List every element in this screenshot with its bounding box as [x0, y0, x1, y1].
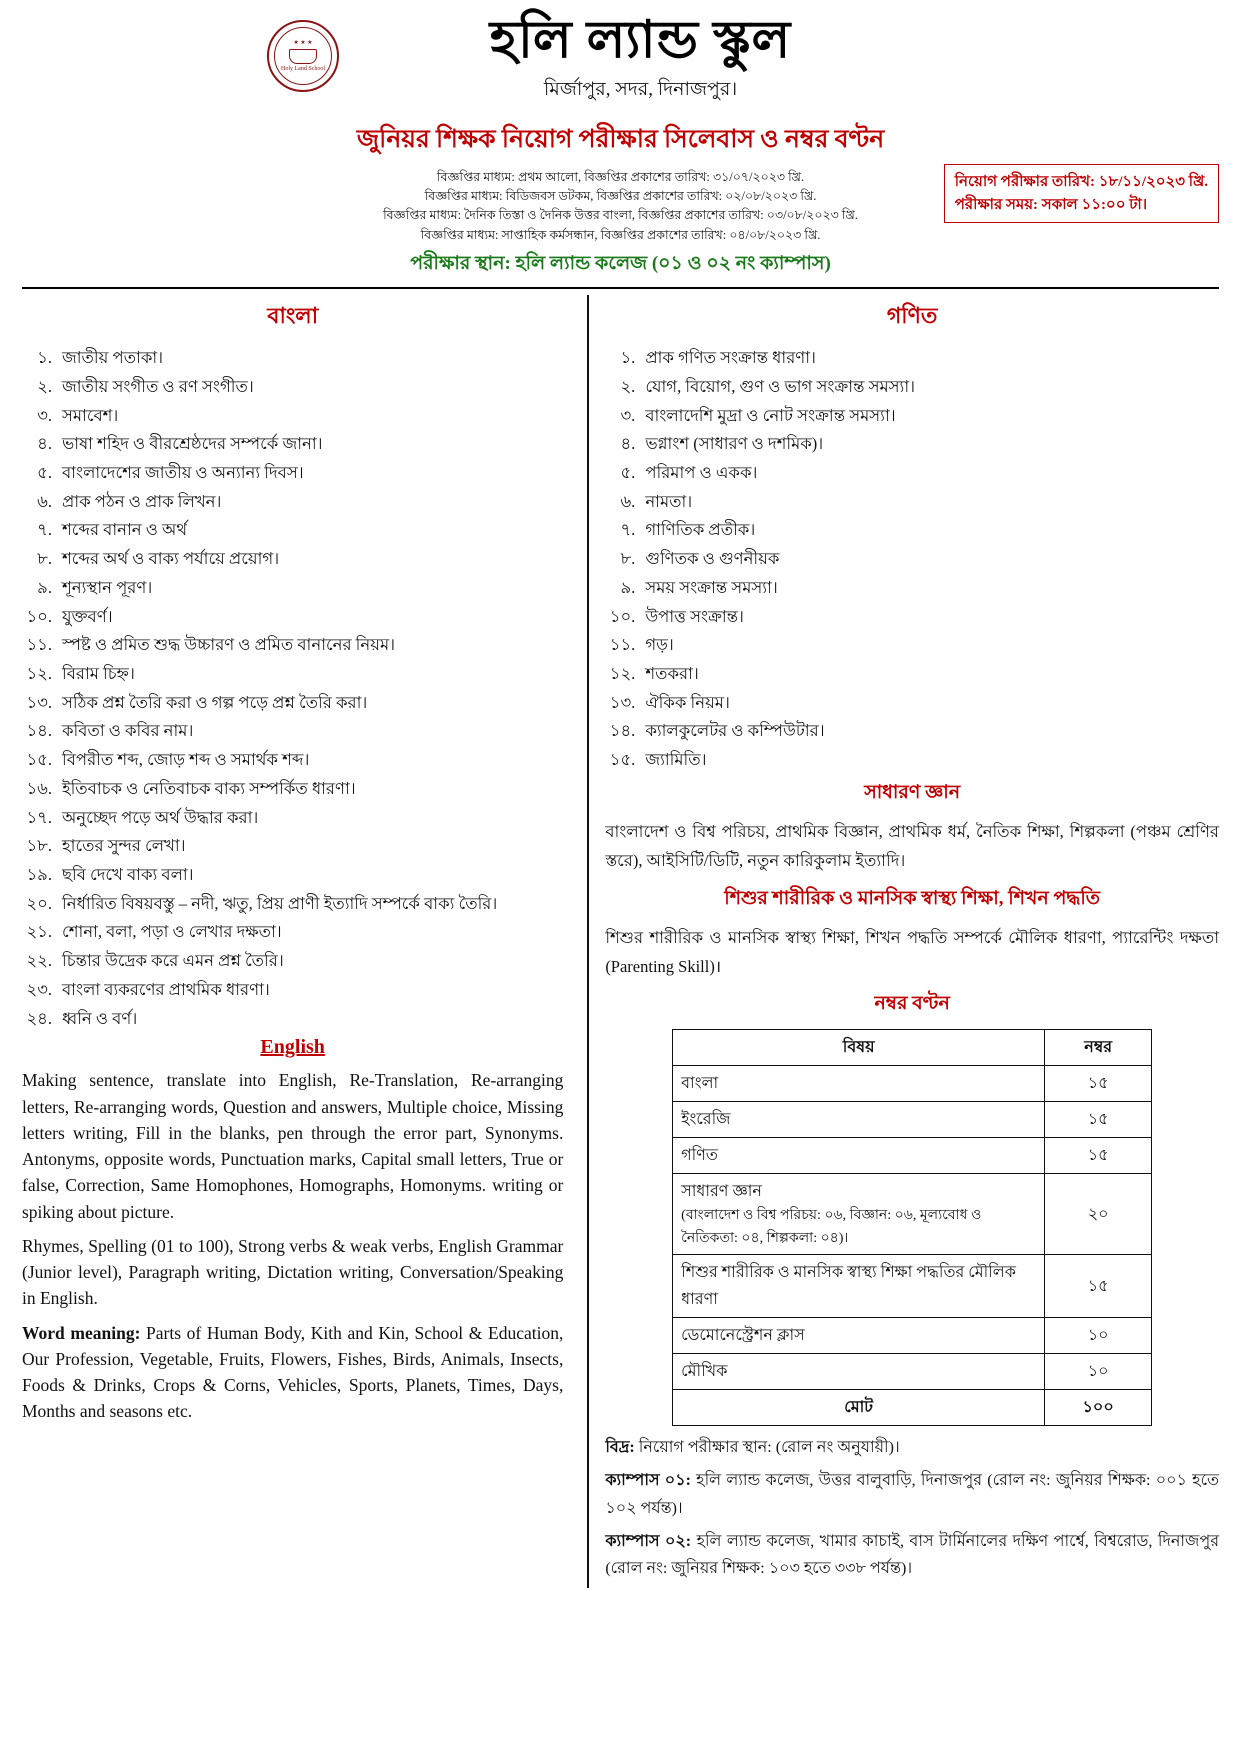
item-text: ভগ্নাংশ (সাধারণ ও দশমিক)। [645, 434, 824, 454]
col-subject: বিষয় [673, 1030, 1045, 1066]
item-text: বাংলা ব্যকরণের প্রাথমিক ধারণা। [62, 979, 270, 999]
school-logo-icon [267, 20, 339, 92]
item-text: ছবি দেখে বাক্য বলা। [62, 865, 194, 885]
item-text: ইতিবাচক ও নেতিবাচক বাক্য সম্পর্কিত ধারণা। [62, 778, 356, 798]
list-item [22, 890, 563, 918]
notice-line: বিজ্ঞপ্তির মাধ্যম: দৈনিক তিস্তা ও দৈনিক উত্তর বাংলা, বিজ্ঞপ্তির প্রকাশের তারিখ: ০৩/০৮/২০২৩ খ্রি. [383, 208, 858, 223]
cell-marks: ১০ [1045, 1354, 1152, 1390]
list-item [605, 574, 1219, 602]
item-text: যুক্তবর্ণ। [62, 606, 113, 626]
item-number: ১৫. [609, 750, 636, 770]
item-text: গড়। [645, 635, 674, 655]
list-item [605, 717, 1219, 745]
cell-subject-title: সাধারণ জ্ঞান [681, 1183, 762, 1201]
item-text: বাংলাদেশি মুদ্রা ও নোট সংক্রান্ত সমস্যা। [645, 405, 896, 425]
list-item [22, 804, 563, 832]
item-number: ৩. [620, 405, 636, 425]
item-number: ৯. [37, 577, 52, 597]
item-text: গুণিতক ও গুণনীয়ক [645, 549, 780, 569]
item-number: ৯. [620, 577, 636, 597]
item-text: শূন্যস্থান পূরণ। [62, 577, 153, 597]
item-number: ৬. [620, 491, 636, 511]
marks-distribution-table [672, 1029, 1152, 1426]
section-heading-bangla: বাংলা [267, 303, 319, 329]
list-item [605, 746, 1219, 774]
section-heading-general-knowledge: সাধারণ জ্ঞান [864, 781, 961, 803]
cell-subject: মৌখিক [673, 1354, 1045, 1390]
item-number: ১২. [26, 664, 52, 683]
list-item [605, 430, 1219, 458]
item-text: জাতীয় সংগীত ও রণ সংগীত। [62, 376, 254, 396]
item-text: শব্দের অর্থ ও বাক্য পর্যায়ে প্রয়োগ। [62, 549, 280, 569]
notice-line: বিজ্ঞপ্তির মাধ্যম: বিডিজবস ডটকম, বিজ্ঞপ্তির প্রকাশের তারিখ: ০২/০৮/২০২৩ খ্রি. [424, 188, 817, 203]
notice-line: বিজ্ঞপ্তির মাধ্যম: সাপ্তাহিক কর্মসন্ধান, বিজ্ঞপ্তির প্রকাশের তারিখ: ০৪/০৮/২০২৩ খ্রি. [420, 227, 821, 242]
item-number: ১৪. [609, 721, 636, 741]
item-number: ১৩. [609, 692, 636, 712]
item-text: বিপরীত শব্দ, জোড় শব্দ ও সমার্থক শব্দ। [62, 750, 310, 770]
item-text: স্পষ্ট ও প্রমিত শুদ্ধ উচ্চারণ ও প্রমিত বানানের নিয়ম। [62, 635, 396, 655]
section-heading-marks: নম্বর বণ্টন [874, 993, 950, 1015]
item-text: প্রাক পঠন ও প্রাক লিখন। [62, 491, 222, 511]
item-text: ভাষা শহিদ ও বীরশ্রেষ্ঠদের সম্পর্কে জানা। [62, 434, 323, 454]
section-heading-english: English [260, 1036, 325, 1059]
list-item [605, 402, 1219, 430]
exam-venue: পরীক্ষার স্থান: হলি ল্যান্ড কলেজ (০১ ও ০২ নং ক্যাম্পাস) [410, 253, 831, 275]
item-number: ১০. [609, 606, 636, 626]
list-item [605, 488, 1219, 516]
general-knowledge-text: বাংলাদেশ ও বিশ্ব পরিচয়, প্রাথমিক বিজ্ঞান, প্রাথমিক ধর্ম, নৈতিক শিক্ষা, শিল্পকলা (পঞ্চম শ্রেণির স্তরে), আইসিটি/ডিটি, নতুন কারিকুলাম ইত্যাদি। [605, 821, 1220, 870]
bangla-syllabus-list [22, 344, 563, 1032]
list-item [605, 373, 1219, 401]
item-number: ২০. [26, 893, 52, 913]
item-text: জাতীয় পতাকা। [62, 348, 164, 368]
item-text: ঐকিক নিয়ম। [645, 692, 730, 712]
list-item [605, 516, 1219, 544]
list-item [22, 861, 563, 889]
item-number: ২২. [26, 951, 52, 971]
notice-line: বিজ্ঞপ্তির মাধ্যম: প্রথম আলো, বিজ্ঞপ্তির প্রকাশের তারিখ: ৩১/০৭/২০২৩ খ্রি. [436, 169, 805, 184]
cell-subject [673, 1174, 1045, 1255]
item-text: গাণিতিক প্রতীক। [645, 520, 756, 540]
school-name: হলি ল্যান্ড স্কুল [489, 12, 792, 69]
list-item [22, 516, 563, 544]
cell-marks: ১৫ [1045, 1255, 1152, 1318]
item-number: ১৮. [26, 836, 52, 856]
cell-subject: শিশুর শারীরিক ও মানসিক স্বাস্থ্য শিক্ষা পদ্ধতির মৌলিক ধারণা [673, 1255, 1045, 1318]
item-number: ৭. [37, 520, 52, 540]
campus1-label: ক্যাম্পাস ০১: [605, 1472, 691, 1490]
list-item [22, 631, 563, 659]
item-text: সমাবেশ। [62, 405, 119, 425]
list-item [22, 545, 563, 573]
left-column [22, 295, 577, 1588]
campus1-line [605, 1467, 1219, 1521]
table-row [673, 1138, 1152, 1174]
item-number: ১১. [26, 635, 52, 655]
list-item [605, 603, 1219, 631]
col-marks: নম্বর [1045, 1030, 1152, 1066]
exam-date: নিয়োগ পরীক্ষার তারিখ: ১৮/১১/২০২৩ খ্রি. [954, 174, 1208, 190]
item-number: ৬. [37, 491, 52, 511]
note-text: নিয়োগ পরীক্ষার স্থান: (রোল নং অনুযায়ী)। [634, 1439, 900, 1457]
note-line [605, 1434, 1219, 1461]
exam-time: পরীক্ষার সময়: সকাল ১১:০০ টা। [954, 196, 1148, 213]
item-number: ১৭. [26, 807, 52, 827]
table-row [673, 1354, 1152, 1390]
total-marks: ১০০ [1045, 1390, 1152, 1426]
header-divider [22, 287, 1219, 289]
item-number: ৫. [620, 462, 636, 482]
page-title: জুনিয়র শিক্ষক নিয়োগ পরীক্ষার সিলেবাস ও নম্বর বণ্টন [356, 125, 885, 153]
item-text: ধ্বনি ও বর্ণ। [62, 1008, 138, 1028]
cell-marks: ১৫ [1045, 1102, 1152, 1138]
list-item [605, 459, 1219, 487]
table-row [673, 1318, 1152, 1354]
item-number: ২. [37, 376, 52, 396]
campus1-text: হলি ল্যান্ড কলেজ, উত্তর বালুবাড়ি, দিনাজপুর (রোল নং: জুনিয়র শিক্ষক: ০০১ হতে ১০২ পর্যন্ত)। [605, 1472, 1219, 1517]
english-word-meaning [22, 1320, 563, 1425]
item-text: যোগ, বিয়োগ, গুণ ও ভাগ সংক্রান্ত সমস্যা। [645, 376, 915, 396]
list-item [22, 976, 563, 1004]
list-item [22, 574, 563, 602]
school-address: মির্জাপুর, সদর, দিনাজপুর। [543, 78, 738, 100]
cell-marks: ২০ [1045, 1174, 1152, 1255]
item-number: ৮. [37, 549, 52, 569]
item-number: ১৯. [26, 865, 52, 885]
item-text: অনুচ্ছেদ পড়ে অর্থ উদ্ধার করা। [62, 807, 259, 827]
campus2-text: হলি ল্যান্ড কলেজ, খামার কাচাই, বাস টার্মিনালের দক্ষিণ পার্শ্বে, বিশ্বরোড, দিনাজপুর (রোল নং: জুনিয়র শিক্ষক: ১০৩ হতে ৩৩৮ পর্যন্ত)। [605, 1532, 1220, 1577]
list-item [22, 603, 563, 631]
campus2-line [605, 1528, 1219, 1582]
logo-caption: Holy Land School [281, 65, 325, 72]
item-number: ১. [37, 348, 52, 368]
list-item [22, 746, 563, 774]
item-text: চিন্তার উদ্রেক করে এমন প্রশ্ন তৈরি। [62, 951, 284, 971]
table-row [673, 1255, 1152, 1318]
item-text: বাংলাদেশের জাতীয় ও অন্যান্য দিবস। [62, 462, 304, 482]
list-item [22, 344, 563, 372]
item-text: হাতের সুন্দর লেখা। [62, 836, 186, 856]
item-number: ১২. [609, 664, 636, 683]
list-item [22, 1005, 563, 1033]
table-total-row [673, 1390, 1152, 1426]
item-text: নামতা। [645, 491, 693, 511]
cell-subject: বাংলা [673, 1066, 1045, 1102]
item-text: শব্দের বানান ও অর্থ [62, 520, 188, 540]
item-number: ১৩. [26, 692, 52, 712]
list-item [22, 689, 563, 717]
english-paragraph-2: Rhymes, Spelling (01 to 100), Strong verbs & weak verbs, English Grammar (Junior level), Paragraph writing, Dictation writing, Conversation/Speaking in English. [22, 1235, 564, 1309]
table-row [673, 1102, 1152, 1138]
cell-subject: ডেমোনেস্ট্রেশন ক্লাস [673, 1318, 1045, 1354]
list-item [605, 689, 1219, 717]
list-item [605, 631, 1219, 659]
list-item [22, 430, 563, 458]
item-number: ১৫. [26, 750, 52, 770]
section-heading-child-health: শিশুর শারীরিক ও মানসিক স্বাস্থ্য শিক্ষা, শিখন পদ্ধতি [724, 887, 1101, 909]
item-number: ১১. [609, 635, 636, 655]
item-text: সময় সংক্রান্ত সমস্যা। [645, 577, 778, 597]
item-number: ৪. [37, 434, 52, 454]
list-item [22, 832, 563, 860]
item-number: ৭. [620, 520, 636, 540]
item-number: ৫. [37, 462, 52, 482]
item-number: ৩. [37, 405, 52, 425]
footer-notes [605, 1434, 1219, 1582]
list-item [605, 344, 1219, 372]
item-number: ২. [620, 376, 636, 396]
item-text: বিরাম চিহ্ন। [62, 664, 135, 683]
item-text: কবিতা ও কবির নাম। [62, 721, 194, 741]
table-row [673, 1174, 1152, 1255]
item-text: শোনা, বলা, পড়া ও লেখার দক্ষতা। [62, 922, 282, 942]
item-number: ১. [620, 348, 636, 368]
column-divider [587, 295, 589, 1588]
word-meaning-label: Word meaning: [22, 1322, 141, 1343]
list-item [22, 373, 563, 401]
cell-subject-note: (বাংলাদেশ ও বিশ্ব পরিচয়: ০৬, বিজ্ঞান: ০৬, মূল্যবোধ ও নৈতিকতা: ০৪, শিল্পকলা: ০৪)। [681, 1208, 982, 1246]
right-column [599, 295, 1219, 1588]
item-text: নির্ধারিত বিষয়বস্তু – নদী, ঋতু, প্রিয় প্রাণী ইত্যাদি সম্পর্কে বাক্য তৈরি। [62, 893, 498, 913]
list-item [22, 918, 563, 946]
list-item [605, 545, 1219, 573]
item-text: সঠিক প্রশ্ন তৈরি করা ও গল্প পড়ে প্রশ্ন তৈরি করা। [62, 692, 368, 712]
word-meaning-text: Parts of Human Body, Kith and Kin, School & Education, Our Profession, Vegetable, Fruits, Flowers, Fishes, Birds, Animals, Insects, Foods & Drinks, Crops & Corns, Vehicles, Sports, Planets, Times, Days, Months and seasons etc. [22, 1322, 564, 1422]
child-health-text: শিশুর শারীরিক ও মানসিক স্বাস্থ্য শিক্ষা, শিখন পদ্ধতি সম্পর্কে মৌলিক ধারণা, প্যারেন্টিং দক্ষতা (Parenting Skill)। [605, 927, 1220, 976]
list-item [22, 459, 563, 487]
list-item [22, 660, 563, 688]
document-header [22, 14, 1219, 281]
cell-marks: ১৫ [1045, 1066, 1152, 1102]
section-heading-math: গণিত [886, 303, 938, 329]
cell-marks: ১৫ [1045, 1138, 1152, 1174]
list-item [22, 717, 563, 745]
campus2-label: ক্যাম্পাস ০২: [605, 1532, 692, 1550]
item-number: ২১. [26, 922, 52, 942]
item-number: ২৪. [26, 1008, 52, 1028]
math-syllabus-list [605, 344, 1219, 774]
item-text: পরিমাপ ও একক। [645, 462, 758, 482]
item-text: জ্যামিতি। [645, 750, 707, 770]
item-number: ৮. [620, 549, 636, 569]
list-item [22, 775, 563, 803]
cell-marks: ১০ [1045, 1318, 1152, 1354]
total-label: মোট [673, 1390, 1045, 1426]
logo-book-icon [289, 49, 317, 64]
logo-top-text: ★ ★ ★ [293, 40, 313, 47]
cell-subject: গণিত [673, 1138, 1045, 1174]
list-item [22, 488, 563, 516]
english-paragraph-1: Making sentence, translate into English, Re-Translation, Re-arranging letters, Re-arranging words, Question and answers, Multiple choice, Missing letters writing, Fill in the blanks, pen through the error part, Synonyms. Antonyms, opposite words, Punctuation marks, Capital small letters, True or false, Correction, Same Homophones, Homographs, Homonyms. writing or spiking about picture. [22, 1070, 564, 1222]
item-number: ৪. [620, 434, 636, 454]
content-columns [22, 295, 1219, 1588]
table-row [673, 1066, 1152, 1102]
item-text: শতকরা। [645, 664, 699, 683]
item-number: ১৬. [26, 778, 52, 798]
cell-subject: ইংরেজি [673, 1102, 1045, 1138]
item-number: ১০. [26, 606, 52, 626]
list-item [22, 402, 563, 430]
item-number: ১৪. [26, 721, 52, 741]
exam-date-box [944, 164, 1219, 223]
table-header-row [673, 1030, 1152, 1066]
list-item [22, 947, 563, 975]
note-label: বিদ্র: [605, 1439, 635, 1457]
list-item [605, 660, 1219, 688]
item-number: ২৩. [26, 979, 52, 999]
item-text: প্রাক গণিত সংক্রান্ত ধারণা। [645, 348, 816, 368]
item-text: ক্যালকুলেটর ও কম্পিউটার। [645, 721, 825, 741]
item-text: উপাত্ত সংক্রান্ত। [645, 606, 744, 626]
